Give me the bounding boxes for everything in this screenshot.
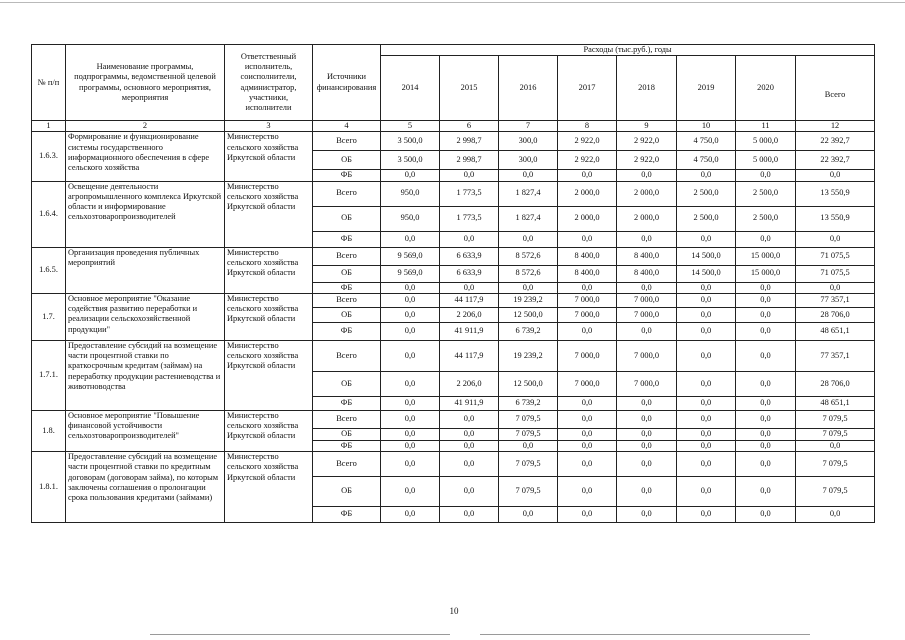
funding-source: Всего <box>313 340 381 371</box>
header-col-responsible: Ответственный исполнитель, соисполнители, администратор, участники, исполнители <box>225 45 313 121</box>
responsible-executor: Министерство сельского хозяйства Иркутской области <box>225 410 313 451</box>
expense-value: 0,0 <box>617 396 677 410</box>
funding-source: ФБ <box>313 396 381 410</box>
expense-value: 2 000,0 <box>617 206 677 231</box>
row-number: 1.7. <box>32 293 66 340</box>
expense-value: 0,0 <box>381 440 440 451</box>
expense-value: 0,0 <box>617 477 677 507</box>
expense-value: 3 500,0 <box>381 132 440 151</box>
total-value: 71 075,5 <box>796 265 875 282</box>
responsible-executor: Министерство сельского хозяйства Иркутской области <box>225 247 313 293</box>
expense-value: 0,0 <box>558 322 617 340</box>
expense-value: 6 739,2 <box>499 396 558 410</box>
expense-value: 0,0 <box>558 507 617 523</box>
expense-value: 12 500,0 <box>499 371 558 396</box>
expense-value: 0,0 <box>736 371 796 396</box>
total-value: 28 706,0 <box>796 307 875 322</box>
expense-value: 1 827,4 <box>499 181 558 206</box>
table-row <box>32 452 875 477</box>
expense-value: 0,0 <box>381 410 440 428</box>
expense-value: 6 633,9 <box>440 265 499 282</box>
expense-value: 7 079,5 <box>499 428 558 440</box>
expense-value: 0,0 <box>499 282 558 293</box>
expense-value: 0,0 <box>558 440 617 451</box>
expense-value: 8 572,6 <box>499 247 558 265</box>
table-row <box>32 340 875 371</box>
column-number: 2 <box>66 121 225 132</box>
header-year: 2016 <box>499 56 558 121</box>
expense-value: 1 773,5 <box>440 206 499 231</box>
funding-source: ФБ <box>313 507 381 523</box>
expense-value: 7 000,0 <box>617 293 677 307</box>
expense-value: 0,0 <box>440 440 499 451</box>
funding-source: Всего <box>313 452 381 477</box>
column-number: 10 <box>677 121 736 132</box>
expense-value: 6 739,2 <box>499 322 558 340</box>
expense-value: 0,0 <box>381 293 440 307</box>
total-value: 0,0 <box>796 231 875 247</box>
funding-source: ОБ <box>313 371 381 396</box>
funding-source: ОБ <box>313 428 381 440</box>
header-expenses: Расходы (тыс.руб.), годы <box>381 45 875 56</box>
funding-source: Всего <box>313 181 381 206</box>
row-number: 1.6.3. <box>32 132 66 181</box>
expense-value: 0,0 <box>440 452 499 477</box>
expense-value: 0,0 <box>558 477 617 507</box>
funding-source: ОБ <box>313 307 381 322</box>
expense-value: 1 773,5 <box>440 181 499 206</box>
expense-value: 0,0 <box>558 231 617 247</box>
header-year: 2019 <box>677 56 736 121</box>
expense-value: 0,0 <box>677 293 736 307</box>
expense-value: 0,0 <box>617 231 677 247</box>
page-number: 10 <box>449 606 459 616</box>
table-row <box>32 410 875 428</box>
expense-value: 0,0 <box>736 231 796 247</box>
expense-value: 41 911,9 <box>440 396 499 410</box>
column-number: 1 <box>32 121 66 132</box>
measure-name: Формирование и функционирование системы государственного информационного обеспечения в сфере сельского хозяйства <box>66 132 225 181</box>
expense-value: 0,0 <box>440 507 499 523</box>
table-row <box>32 247 875 265</box>
expense-value: 0,0 <box>381 477 440 507</box>
expense-value: 2 922,0 <box>558 151 617 170</box>
funding-source: ОБ <box>313 477 381 507</box>
expense-value: 0,0 <box>381 307 440 322</box>
expense-value: 7 000,0 <box>558 340 617 371</box>
expense-value: 0,0 <box>617 322 677 340</box>
table-row <box>32 132 875 151</box>
expense-value: 2 500,0 <box>736 181 796 206</box>
expense-value: 0,0 <box>440 428 499 440</box>
expense-value: 0,0 <box>499 231 558 247</box>
total-value: 22 392,7 <box>796 151 875 170</box>
column-number: 4 <box>313 121 381 132</box>
total-value: 7 079,5 <box>796 410 875 428</box>
expense-value: 0,0 <box>558 428 617 440</box>
expense-value: 2 922,0 <box>617 151 677 170</box>
expense-value: 0,0 <box>499 507 558 523</box>
expense-value: 2 000,0 <box>558 206 617 231</box>
expense-value: 0,0 <box>736 396 796 410</box>
funding-source: ОБ <box>313 151 381 170</box>
funding-source: ФБ <box>313 170 381 181</box>
scan-edge-line <box>150 634 450 635</box>
expense-value: 8 400,0 <box>558 265 617 282</box>
total-value: 77 357,1 <box>796 340 875 371</box>
column-numbers-row <box>32 121 875 132</box>
expense-value: 2 922,0 <box>558 132 617 151</box>
expense-value: 0,0 <box>736 477 796 507</box>
expense-value: 7 000,0 <box>617 371 677 396</box>
expense-value: 0,0 <box>558 410 617 428</box>
expense-value: 2 206,0 <box>440 307 499 322</box>
expense-value: 0,0 <box>736 440 796 451</box>
funding-source: ФБ <box>313 322 381 340</box>
expense-value: 2 000,0 <box>558 181 617 206</box>
expense-value: 6 633,9 <box>440 247 499 265</box>
expense-value: 0,0 <box>381 371 440 396</box>
expense-value: 0,0 <box>440 231 499 247</box>
expense-value: 0,0 <box>440 282 499 293</box>
responsible-executor: Министерство сельского хозяйства Иркутской области <box>225 340 313 410</box>
measure-name: Основное мероприятие "Оказание содействия развитию переработки и реализации сельскохозяйственной продукции" <box>66 293 225 340</box>
expense-value: 19 239,2 <box>499 293 558 307</box>
expense-value: 0,0 <box>617 170 677 181</box>
expense-value: 300,0 <box>499 132 558 151</box>
column-number: 9 <box>617 121 677 132</box>
total-value: 0,0 <box>796 170 875 181</box>
expense-value: 0,0 <box>677 396 736 410</box>
measure-name: Основное мероприятие "Повышение финансовой устойчивости сельхозтоваропроизводителей" <box>66 410 225 451</box>
expense-value: 0,0 <box>677 307 736 322</box>
funding-source: Всего <box>313 247 381 265</box>
expense-value: 0,0 <box>381 428 440 440</box>
total-value: 0,0 <box>796 507 875 523</box>
expense-value: 0,0 <box>617 452 677 477</box>
header-year: 2020 <box>736 56 796 121</box>
row-number: 1.8. <box>32 410 66 451</box>
expense-value: 8 572,6 <box>499 265 558 282</box>
expense-value: 7 000,0 <box>558 293 617 307</box>
expense-value: 0,0 <box>558 282 617 293</box>
expense-value: 2 000,0 <box>617 181 677 206</box>
expense-value: 44 117,9 <box>440 293 499 307</box>
expense-value: 950,0 <box>381 206 440 231</box>
budget-expenses-table <box>31 44 875 523</box>
expense-value: 2 206,0 <box>440 371 499 396</box>
expense-value: 8 400,0 <box>558 247 617 265</box>
funding-source: ФБ <box>313 231 381 247</box>
total-value: 48 651,1 <box>796 322 875 340</box>
expense-value: 7 000,0 <box>617 307 677 322</box>
column-number: 3 <box>225 121 313 132</box>
header-year: 2017 <box>558 56 617 121</box>
expense-value: 2 998,7 <box>440 132 499 151</box>
measure-name: Организация проведения публичных мероприятий <box>66 247 225 293</box>
expense-value: 300,0 <box>499 151 558 170</box>
expense-value: 7 079,5 <box>499 452 558 477</box>
expense-value: 2 500,0 <box>736 206 796 231</box>
expense-value: 7 000,0 <box>558 371 617 396</box>
expense-value: 9 569,0 <box>381 265 440 282</box>
expense-value: 5 000,0 <box>736 151 796 170</box>
funding-source: Всего <box>313 410 381 428</box>
expense-value: 0,0 <box>381 322 440 340</box>
column-number: 8 <box>558 121 617 132</box>
expense-value: 0,0 <box>440 477 499 507</box>
total-value: 13 550,9 <box>796 181 875 206</box>
expense-value: 15 000,0 <box>736 247 796 265</box>
expense-value: 3 500,0 <box>381 151 440 170</box>
expense-value: 0,0 <box>617 410 677 428</box>
expense-value: 9 569,0 <box>381 247 440 265</box>
expense-value: 950,0 <box>381 181 440 206</box>
expense-value: 0,0 <box>440 170 499 181</box>
row-number: 1.6.4. <box>32 181 66 247</box>
measure-name: Предоставление субсидий на возмещение части процентной ставки по краткосрочным кредитам (займам) на переработку продукции растениеводства и животноводства <box>66 340 225 410</box>
expense-value: 14 500,0 <box>677 247 736 265</box>
expense-value: 0,0 <box>677 371 736 396</box>
expense-value: 0,0 <box>677 452 736 477</box>
total-value: 0,0 <box>796 440 875 451</box>
total-value: 7 079,5 <box>796 477 875 507</box>
expense-value: 0,0 <box>677 440 736 451</box>
expense-value: 0,0 <box>736 307 796 322</box>
expense-value: 7 000,0 <box>558 307 617 322</box>
total-value: 7 079,5 <box>796 452 875 477</box>
total-value: 22 392,7 <box>796 132 875 151</box>
expense-value: 0,0 <box>381 170 440 181</box>
header-year: 2015 <box>440 56 499 121</box>
funding-source: ОБ <box>313 265 381 282</box>
column-number: 7 <box>499 121 558 132</box>
column-number: 6 <box>440 121 499 132</box>
header-col-number: № п/п <box>32 45 66 121</box>
expense-value: 5 000,0 <box>736 132 796 151</box>
funding-source: ОБ <box>313 206 381 231</box>
expense-value: 7 079,5 <box>499 410 558 428</box>
header-year: 2014 <box>381 56 440 121</box>
expense-value: 0,0 <box>677 340 736 371</box>
expense-value: 12 500,0 <box>499 307 558 322</box>
expense-value: 0,0 <box>381 452 440 477</box>
responsible-executor: Министерство сельского хозяйства Иркутской области <box>225 452 313 523</box>
expense-value: 19 239,2 <box>499 340 558 371</box>
funding-source: Всего <box>313 293 381 307</box>
column-number: 11 <box>736 121 796 132</box>
expense-value: 0,0 <box>677 428 736 440</box>
expense-value: 8 400,0 <box>617 247 677 265</box>
expense-value: 0,0 <box>617 507 677 523</box>
total-value: 28 706,0 <box>796 371 875 396</box>
column-number: 12 <box>796 121 875 132</box>
budget-table-sheet <box>31 44 875 523</box>
expense-value: 0,0 <box>736 322 796 340</box>
expense-value: 0,0 <box>617 282 677 293</box>
expense-value: 44 117,9 <box>440 340 499 371</box>
expense-value: 0,0 <box>381 231 440 247</box>
expense-value: 0,0 <box>617 440 677 451</box>
expense-value: 0,0 <box>440 410 499 428</box>
expense-value: 0,0 <box>381 507 440 523</box>
expense-value: 0,0 <box>736 452 796 477</box>
expense-value: 7 000,0 <box>617 340 677 371</box>
expense-value: 2 922,0 <box>617 132 677 151</box>
expense-value: 4 750,0 <box>677 132 736 151</box>
header-col-name: Наименование программы, подпрограммы, ведомственной целевой программы, основного мероприятия, мероприятия <box>66 45 225 121</box>
expense-value: 4 750,0 <box>677 151 736 170</box>
scan-edge-line <box>0 2 905 3</box>
expense-value: 0,0 <box>677 282 736 293</box>
header-total: Всего <box>796 56 875 121</box>
funding-source: ФБ <box>313 440 381 451</box>
total-value: 71 075,5 <box>796 247 875 265</box>
expense-value: 0,0 <box>736 282 796 293</box>
expense-value: 0,0 <box>736 340 796 371</box>
expense-value: 14 500,0 <box>677 265 736 282</box>
column-number: 5 <box>381 121 440 132</box>
responsible-executor: Министерство сельского хозяйства Иркутской области <box>225 181 313 247</box>
expense-value: 0,0 <box>558 396 617 410</box>
table-body <box>32 45 875 523</box>
expense-value: 41 911,9 <box>440 322 499 340</box>
expense-value: 15 000,0 <box>736 265 796 282</box>
scan-edge-line <box>480 634 810 635</box>
total-value: 0,0 <box>796 282 875 293</box>
expense-value: 0,0 <box>677 410 736 428</box>
expense-value: 0,0 <box>677 231 736 247</box>
expense-value: 0,0 <box>499 170 558 181</box>
responsible-executor: Министерство сельского хозяйства Иркутской области <box>225 293 313 340</box>
expense-value: 0,0 <box>736 170 796 181</box>
expense-value: 2 500,0 <box>677 206 736 231</box>
expense-value: 0,0 <box>617 428 677 440</box>
expense-value: 0,0 <box>558 452 617 477</box>
row-number: 1.7.1. <box>32 340 66 410</box>
expense-value: 0,0 <box>736 507 796 523</box>
expense-value: 0,0 <box>736 410 796 428</box>
total-value: 7 079,5 <box>796 428 875 440</box>
expense-value: 0,0 <box>499 440 558 451</box>
measure-name: Освещение деятельности агропромышленного комплекса Иркутской области и информирование сельхозтоваропроизводителей <box>66 181 225 247</box>
measure-name: Предоставление субсидий на возмещение части процентной ставки по кредитным договорам (договорам займа), по которым заключены соглашения о пролонгации срока пользования кредитами (займами) <box>66 452 225 523</box>
header-col-source: Источники финансирования <box>313 45 381 121</box>
total-value: 13 550,9 <box>796 206 875 231</box>
expense-value: 0,0 <box>558 170 617 181</box>
expense-value: 0,0 <box>736 293 796 307</box>
expense-value: 7 079,5 <box>499 477 558 507</box>
expense-value: 0,0 <box>677 507 736 523</box>
expense-value: 0,0 <box>677 170 736 181</box>
expense-value: 0,0 <box>381 282 440 293</box>
table-row <box>32 293 875 307</box>
expense-value: 2 500,0 <box>677 181 736 206</box>
expense-value: 0,0 <box>677 322 736 340</box>
expense-value: 0,0 <box>677 477 736 507</box>
row-number: 1.6.5. <box>32 247 66 293</box>
expense-value: 0,0 <box>736 428 796 440</box>
total-value: 77 357,1 <box>796 293 875 307</box>
expense-value: 0,0 <box>381 340 440 371</box>
row-number: 1.8.1. <box>32 452 66 523</box>
funding-source: Всего <box>313 132 381 151</box>
responsible-executor: Министерство сельского хозяйства Иркутской области <box>225 132 313 181</box>
expense-value: 0,0 <box>381 396 440 410</box>
funding-source: ФБ <box>313 282 381 293</box>
expense-value: 2 998,7 <box>440 151 499 170</box>
table-row <box>32 181 875 206</box>
expense-value: 1 827,4 <box>499 206 558 231</box>
header-year: 2018 <box>617 56 677 121</box>
total-value: 48 651,1 <box>796 396 875 410</box>
expense-value: 8 400,0 <box>617 265 677 282</box>
